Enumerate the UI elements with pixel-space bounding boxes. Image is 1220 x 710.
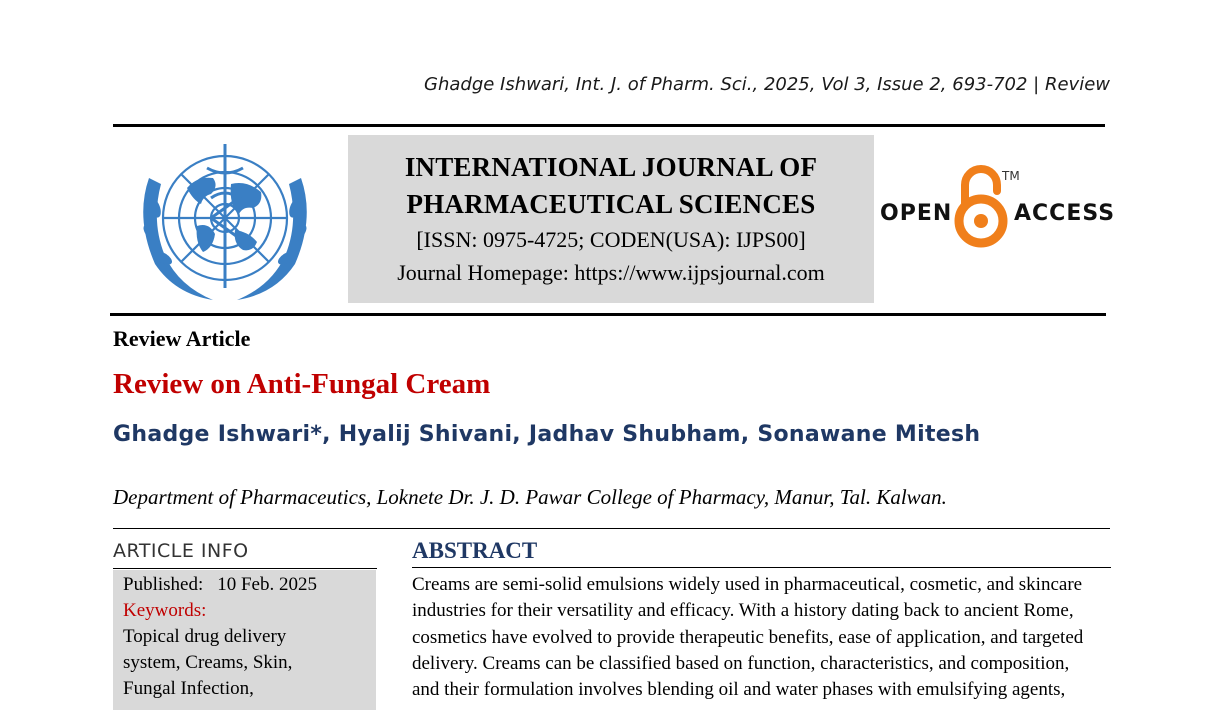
- abstract-line: cosmetics have evolved to provide therapeutic benefits, ease of application, and targeted: [412, 626, 1084, 648]
- published-date: 10 Feb. 2025: [217, 574, 317, 595]
- abstract-line: industries for their versatility and efficacy. With a history dating back to ancient Rome,: [412, 600, 1074, 622]
- journal-name-line1: INTERNATIONAL JOURNAL OF: [404, 152, 818, 182]
- keywords-line: Fungal Infection,: [123, 678, 254, 699]
- section-divider: [113, 528, 1110, 529]
- article-authors: Ghadge Ishwari*, Hyalij Shivani, Jadhav Shubham, Sonawane Mitesh: [113, 422, 981, 447]
- abstract-rule: [412, 567, 1111, 568]
- published-label: Published:: [123, 574, 204, 595]
- keywords-line: system, Creams, Skin,: [123, 652, 293, 673]
- header-rule-bottom: [110, 313, 1106, 316]
- keywords-line: Topical drug delivery: [123, 626, 287, 647]
- article-affiliation: Department of Pharmaceutics, Loknete Dr. J. D. Pawar College of Pharmacy, Manur, Tal. Kalwan.: [113, 485, 947, 509]
- article-info-box: [113, 570, 376, 710]
- open-access-logo: [880, 165, 1116, 251]
- article-info-rule: [113, 568, 377, 569]
- article-info-heading: ARTICLE INFO: [113, 540, 249, 562]
- keywords-label: Keywords:: [123, 600, 207, 621]
- open-access-lock-icon: [953, 165, 1009, 249]
- journal-issn: [ISSN: 0975-4725; CODEN(USA): IJPS00]: [416, 227, 806, 252]
- header-rule-top: [113, 124, 1105, 127]
- abstract-line: delivery. Creams can be classified based on function, characteristics, and composition,: [412, 652, 1070, 674]
- journal-name-line2: PHARMACEUTICAL SCIENCES: [406, 189, 816, 219]
- journal-homepage: Journal Homepage: https://www.ijpsjournal.com: [397, 260, 825, 285]
- abstract-text: [412, 572, 1110, 703]
- open-access-access-text: ACCESS: [1014, 201, 1116, 226]
- journal-emblem-logo: [127, 138, 323, 306]
- abstract-heading: ABSTRACT: [412, 538, 538, 563]
- journal-name: [348, 149, 874, 223]
- journal-masthead-box: [348, 135, 874, 303]
- abstract-line: and their formulation involves blending oil and water phases with emulsifying agents,: [412, 679, 1066, 701]
- open-access-tm: TM: [1002, 169, 1020, 183]
- article-type: Review Article: [113, 326, 251, 351]
- open-access-open-text: OPEN: [880, 201, 953, 226]
- abstract-line: Creams are semi-solid emulsions widely used in pharmaceutical, cosmetic, and skincare: [412, 574, 1083, 595]
- article-title: Review on Anti-Fungal Cream: [113, 368, 491, 400]
- published-row: [123, 572, 376, 598]
- running-header: Ghadge Ishwari, Int. J. of Pharm. Sci., 2025, Vol 3, Issue 2, 693-702 | Review: [424, 74, 1110, 95]
